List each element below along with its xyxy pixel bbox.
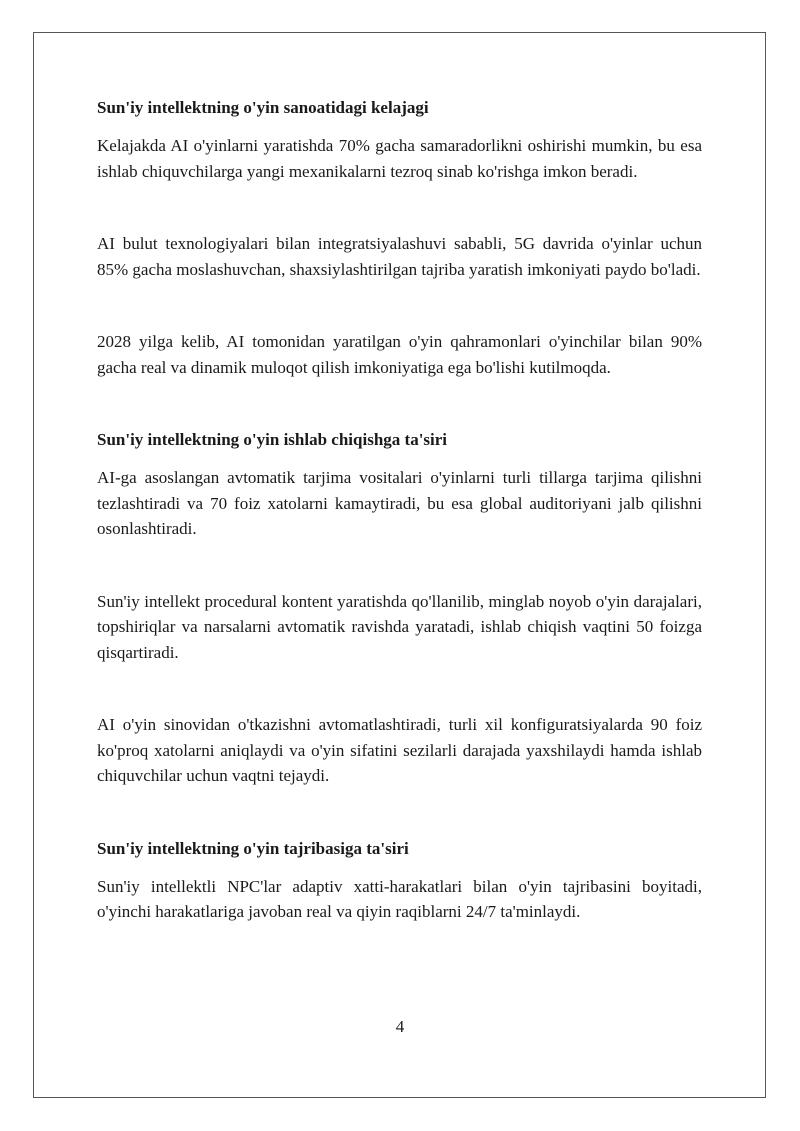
section-heading-development: Sun'iy intellektning o'yin ishlab chiqishga ta'siri bbox=[97, 430, 448, 449]
paragraph: AI o'yin sinovidan o'tkazishni avtomatlashtiradi, turli xil konfiguratsiyalarda 90 foiz ko'proq xatolarni aniqlaydi va o'yin sifatini sezilarli darajada yaxshilaydi hamda ishlab chiquvchilar uchun vaqtni tejaydi. bbox=[97, 715, 702, 785]
paragraph: AI-ga asoslangan avtomatik tarjima vositalari o'yinlarni turli tillarga tarjima qilishni tezlashtiradi va 70 foiz xatolarni kamaytiradi, bu esa global auditoriyani jalb qilishni osonlashtiradi. bbox=[97, 468, 702, 538]
paragraph: 2028 yilga kelib, AI tomonidan yaratilgan o'yin qahramonlari o'yinchilar bilan 90% gacha real va dinamik muloqot qilish imkoniyatiga ega bo'lishi kutilmoqda. bbox=[97, 332, 702, 377]
paragraph: Sun'iy intellekt procedural kontent yaratishda qo'llanilib, minglab noyob o'yin darajalari, topshiriqlar va narsalarni avtomatik ravishda yaratadi, ishlab chiqish vaqtini 50 foizga qisqartiradi. bbox=[97, 591, 702, 662]
page-number: 4 bbox=[395, 1017, 405, 1036]
section-heading-future: Sun'iy intellektning o'yin sanoatidagi kelajagi bbox=[97, 98, 429, 117]
paragraph: Kelajakda AI o'yinlarni yaratishda 70% gacha samaradorlikni oshirishi mumkin, bu esa ishlab chiquvchilarga yangi mexanikalarni tezroq sinab ko'rishga imkon beradi. bbox=[97, 136, 702, 181]
page-content bbox=[97, 95, 702, 925]
paragraph: AI bulut texnologiyalari bilan integratsiyalashuvi sababli, 5G davrida o'yinlar uchun 85% gacha moslashuvchan, shaxsiylashtirilgan tajriba yaratish imkoniyati paydo bo'ladi. bbox=[97, 234, 702, 279]
section-heading-experience: Sun'iy intellektning o'yin tajribasiga ta'siri bbox=[97, 838, 409, 858]
paragraph: Sun'iy intellektli NPC'lar adaptiv xatti-harakatlari bilan o'yin tajribasini boyitadi, o'yinchi harakatlariga javoban real va qiyin raqiblarni 24/7 ta'minlaydi. bbox=[97, 876, 702, 921]
